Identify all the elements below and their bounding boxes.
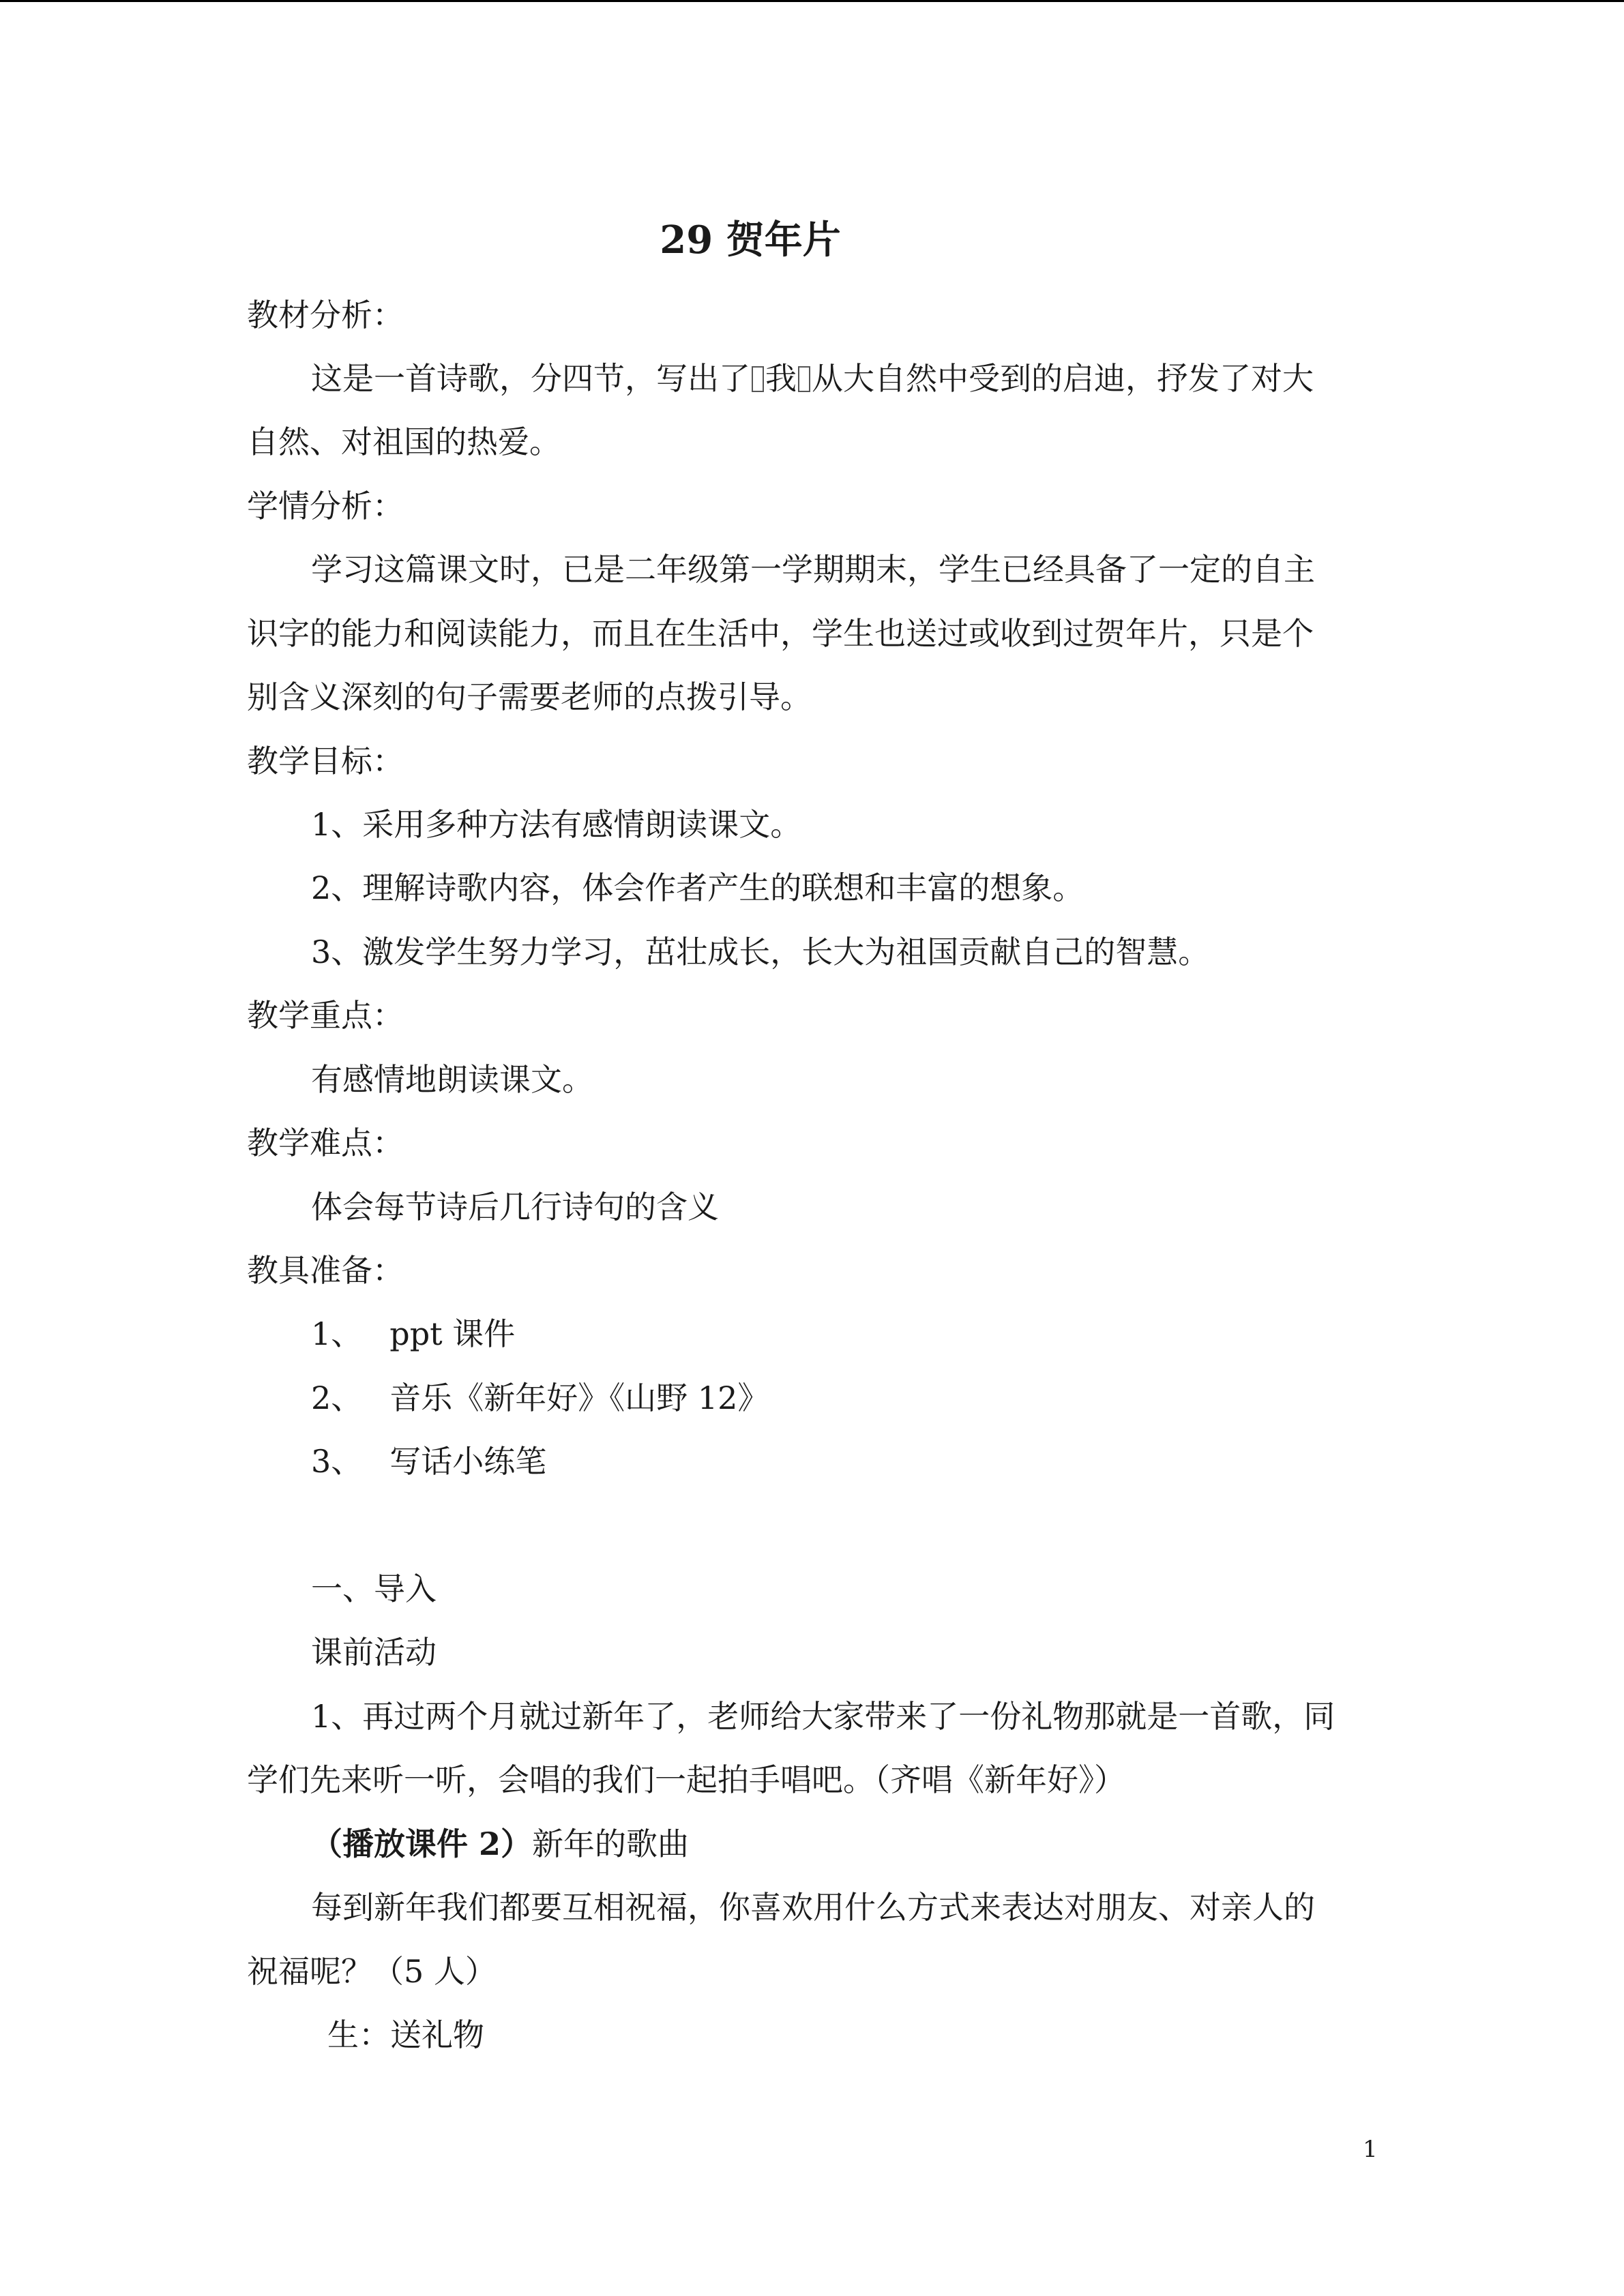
intro-heading: 一、导入 xyxy=(311,1570,437,1607)
material-heading: 教材分析： xyxy=(247,297,404,333)
key-text: 有感情地朗读课文。 xyxy=(311,1061,593,1098)
intro-paragraph-1-line-2: 学们先来听一听，会唱的我们一起拍手唱吧。（齐唱《新年好》） xyxy=(247,1761,1125,1798)
goal-2: 2、理解诗歌内容，体会作者产生的联想和丰富的想象。 xyxy=(311,869,1084,906)
intro-paragraph-1-line-1: 1、再过两个月就过新年了，老师给大家带来了一份礼物那就是一首歌，同 xyxy=(311,1698,1335,1735)
difficulty-heading: 教学难点： xyxy=(247,1124,404,1161)
learner-line-1: 学习这篇课文时，已是二年级第一学期期末，学生已经具备了一定的自主 xyxy=(311,551,1315,588)
tool-item-2: 2、 音乐《新年好》《山野 12》 xyxy=(311,1380,769,1416)
intro-paragraph-2-line-2: 祝福呢？（5 人） xyxy=(247,1953,497,1990)
goal-1: 1、采用多种方法有感情朗读课文。 xyxy=(311,806,802,843)
learner-heading: 学情分析： xyxy=(247,488,404,524)
material-line-2: 自然、对祖国的热爱。 xyxy=(247,423,561,460)
missing-glyph-box xyxy=(752,366,764,392)
top-border xyxy=(0,0,1624,2)
page-number: 1 xyxy=(1363,2136,1378,2163)
key-heading: 教学重点： xyxy=(247,997,404,1034)
intro-paragraph-2-line-1: 每到新年我们都要互相祝福，你喜欢用什么方式来表达对朋友、对亲人的 xyxy=(311,1889,1315,1926)
tool-item-3: 3、 写话小练笔 xyxy=(311,1443,547,1480)
material-line-1: 这是一首诗歌，分四节，写出了 我 从大自然中受到的启迪，抒发了对大 xyxy=(311,360,1314,397)
goal-3: 3、激发学生努力学习，茁壮成长，长大为祖国贡献自己的智慧。 xyxy=(311,934,1210,970)
tools-heading: 教具准备： xyxy=(247,1252,404,1289)
pre-activity: 课前活动 xyxy=(311,1634,437,1671)
difficulty-text: 体会每节诗后几行诗句的含义 xyxy=(311,1189,719,1225)
goals-heading: 教学目标： xyxy=(247,743,404,779)
learner-line-2: 识字的能力和阅读能力，而且在生活中，学生也送过或收到过贺年片，只是个 xyxy=(247,615,1314,652)
courseware-line: （播放课件 2）新年的歌曲 xyxy=(311,1825,690,1862)
missing-glyph-box xyxy=(798,366,810,392)
page-title: 29 贺年片 xyxy=(660,218,841,263)
learner-line-3: 别含义深刻的句子需要老师的点拨引导。 xyxy=(247,679,812,715)
student-answer: 生：送礼物 xyxy=(327,2016,484,2053)
tool-item-1: 1、 ppt 课件 xyxy=(311,1315,516,1352)
